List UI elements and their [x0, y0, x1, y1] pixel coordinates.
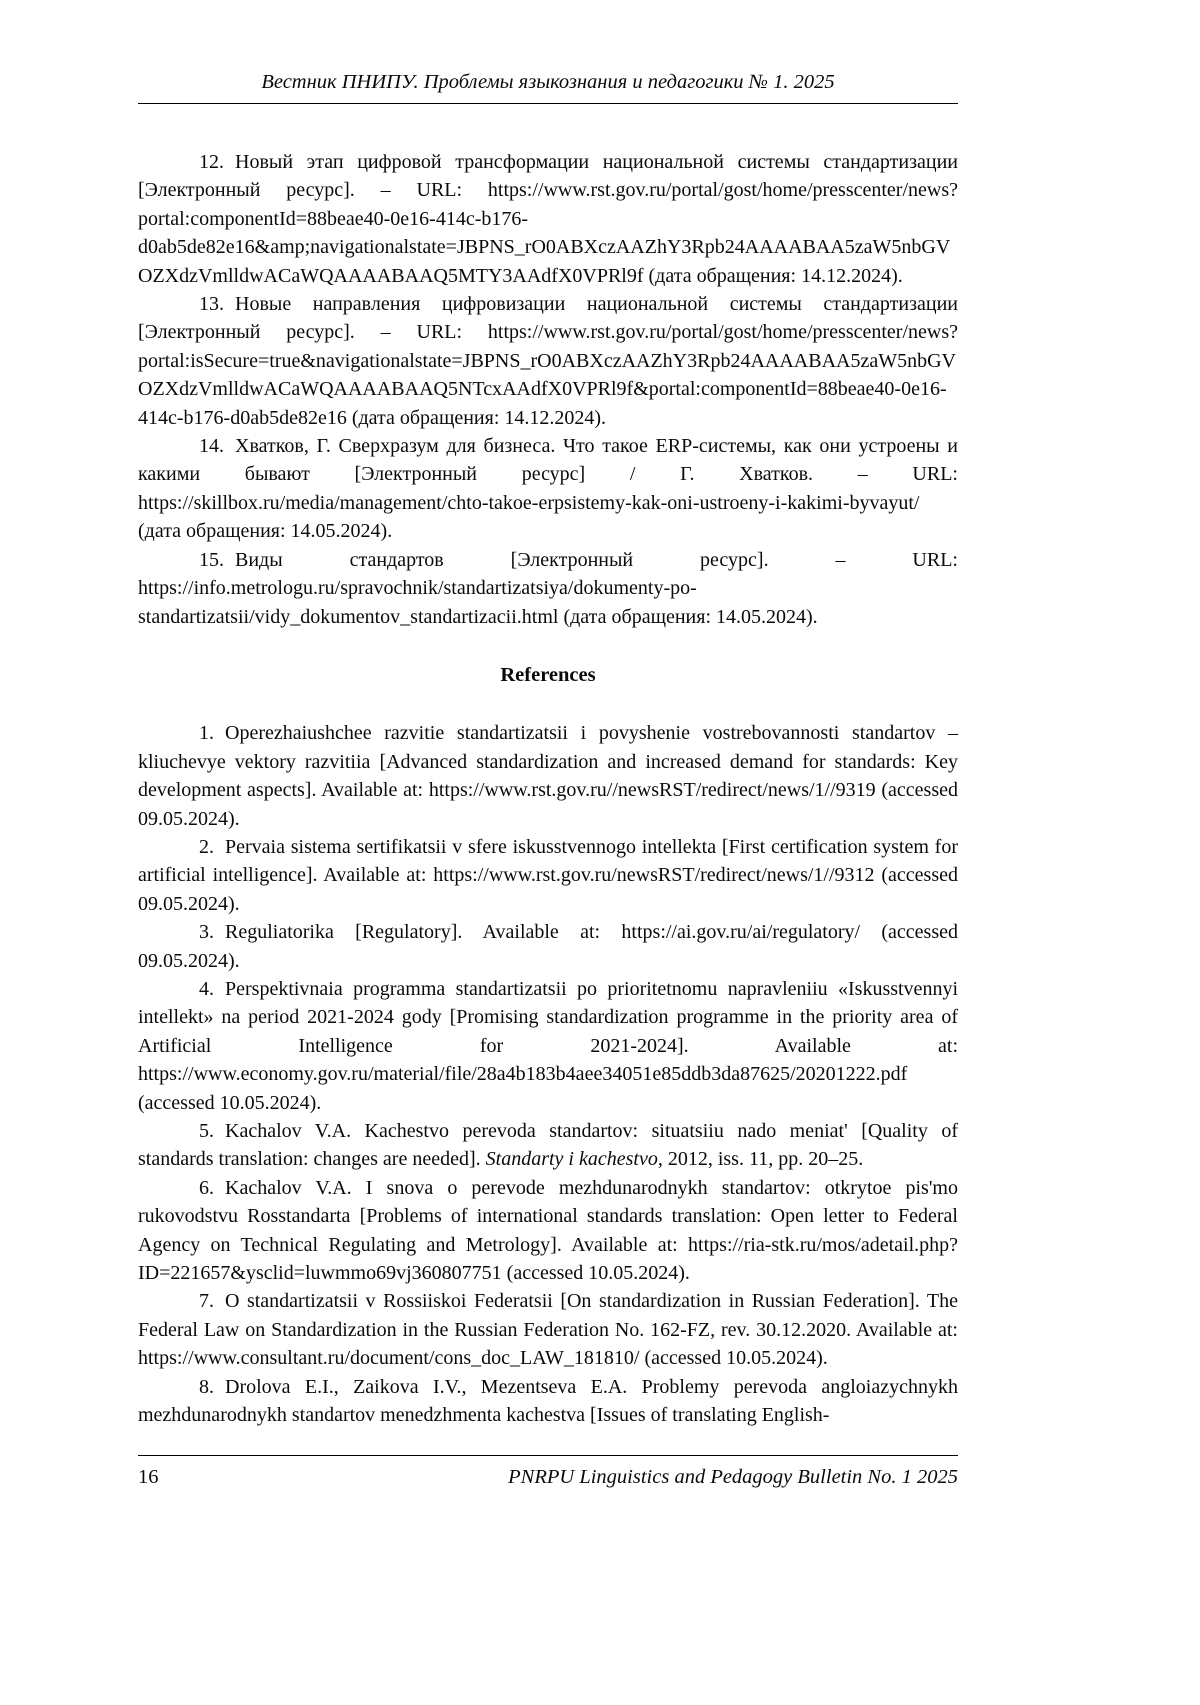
reference-item [138, 546, 958, 631]
page-content [138, 148, 958, 1429]
page-footer [138, 1455, 958, 1489]
reference-item [138, 1174, 958, 1288]
reference-text: Kachalov V.A. Kachestvo perevoda standartov: situatsiiu nado meniat' [Quality of standards translation: changes are needed]. [138, 1120, 958, 1171]
reference-text: Новые направления цифровизации национальной системы стандартизации [Электронный ресурс]. – URL: https://www.rst.gov.ru/portal/gost/home/presscenter/news?portal:isSecure=true&navigationalstate=JBPNS_rO0ABXczAAZhY3Rpb24AAAABAA5zaW5nbGVOZXdzVmlldwACaWQAAAABAAQ5NTcxAAdfX0VPRl9f&portal:componentId=88beae40-0e16-414c-b176-d0ab5de82e16 (дата обращения: 14.12.2024). [138, 293, 958, 429]
reference-number: 5. [199, 1120, 214, 1142]
reference-number: 1. [199, 722, 214, 745]
reference-text: Drolova E.I., Zaikova I.V., Mezentseva E.A. Problemy perevoda angloiazychnykh mezhdunarodnykh standartov menedzhmenta kachestva [Issues of translating English- [138, 1375, 958, 1427]
reference-item [138, 290, 958, 432]
page-number: 16 [138, 1466, 159, 1488]
reference-number: 3. [199, 921, 214, 944]
reference-number: 4. [199, 977, 214, 1000]
reference-text: Reguliatorika [Regulatory]. Available at: https://ai.gov.ru/ai/regulatory/ (accessed 09.05.2024). [138, 921, 958, 972]
russian-references-section [138, 148, 958, 631]
reference-item [138, 148, 958, 290]
reference-text: O standartizatsii v Rossiiskoi Federatsii [On standardization in Russian Federation]. The Federal Law on Standardization in the Russian Federation No. 162-FZ, rev. 30.12.2020. Available at: https://www.consultant.ru/document/cons_doc_LAW_181810/ (accessed 10.05.2024). [138, 1290, 958, 1370]
reference-text: Виды стандартов [Электронный ресурс]. – URL: https://info.metrologu.ru/spravochnik/standartizatsiya/dokumenty-po-standartizatsii/vidy_dokumentov_standartizacii.html (дата обращения: 14.05.2024). [138, 548, 958, 628]
reference-number: 12. [199, 151, 224, 173]
reference-number: 14. [199, 435, 224, 458]
reference-item [138, 432, 958, 546]
reference-text: Kachalov V.A. I snova o perevode mezhdunarodnykh standartov: otkrytoe pis'mo rukovodstvu Rosstandarta [Problems of international standards translation: Open letter to Federal Agency on Technical Regulating and Metrology]. Available at: https://ria-stk.ru/mos/adetail.php?ID=221657&ysclid=luwmmo69vj360807751 (accessed 10.05.2024). [138, 1176, 958, 1285]
reference-number: 13. [199, 293, 224, 316]
reference-text: Новый этап цифровой трансформации национальной системы стандартизации [Электронный ресурс]. – URL: https://www.rst.gov.ru/portal/gost/home/presscenter/news?portal:componentId=88beae40-0e16-414c-b176-d0ab5de82e16&amp;navigationalstate=JBPNS_rO0ABXczAAZhY3Rpb24AAAABAA5zaW5nbGVOZXdzVmlldwACaWQAAAABAAQ5MTY3AAdfX0VPRl9f (дата обращения: 14.12.2024). [138, 151, 958, 287]
reference-text: Хватков, Г. Сверхразум для бизнеса. Что такое ERP-системы, как они устроены и какими бывают [Электронный ресурс] / Г. Хватков. – URL: https://skillbox.ru/media/management/chto-takoe-erpsistemy-kak-oni-ustroeny-i-kakimi-byvayut/ (дата обращения: 14.05.2024). [138, 435, 958, 543]
english-references-section [138, 719, 958, 1429]
reference-item [138, 833, 958, 918]
reference-number: 8. [199, 1375, 214, 1398]
reference-item [138, 975, 958, 1117]
references-heading: References [500, 663, 596, 686]
reference-number: 6. [199, 1176, 214, 1199]
reference-item [138, 918, 958, 975]
running-head: Вестник ПНИПУ. Проблемы языкознания и педагогики № 1. 2025 [138, 70, 958, 104]
reference-text: Pervaia sistema sertifikatsii v sfere iskusstvennogo intellekta [First certification system for artificial intelligence]. Available at: https://www.rst.gov.ru/newsRST/redirect/news/1//9312 (accessed 09.05.2024). [138, 835, 958, 915]
reference-item [138, 1373, 958, 1430]
reference-number: 7. [199, 1290, 214, 1313]
reference-number: 15. [199, 548, 224, 571]
reference-item [138, 1117, 958, 1174]
page-header [138, 70, 958, 104]
reference-text: Operezhaiushchee razvitie standartizatsii i povyshenie vostrebovannosti standartov – kliuchevye vektory razvitiia [Advanced standardization and increased demand for standards: Key development aspects]. Available at: https://www.rst.gov.ru//newsRST/redirect/news/1//9319 (accessed 09.05.2024). [138, 722, 958, 830]
reference-text: , 2012, iss. 11, pp. 20–25. [657, 1148, 864, 1171]
reference-text: Perspektivnaia programma standartizatsii po prioritetnomu napravleniiu «Iskusstvennyi intellekt» na period 2021-2024 gody [Promising standardization programme in the priority area of Artificial Intelligence for 2021-2024]. Available at: https://www.economy.gov.ru/material/file/28a4b183b4aee34051e85ddb3da87625/20201222.pdf (accessed 10.05.2024). [138, 977, 958, 1114]
journal-title-footer: PNRPU Linguistics and Pedagogy Bulletin No. 1 2025 [508, 1466, 958, 1488]
reference-item [138, 1287, 958, 1372]
reference-number: 2. [199, 835, 214, 858]
reference-journal-name: Standarty i kachestvo [485, 1148, 658, 1171]
reference-item [138, 719, 958, 833]
